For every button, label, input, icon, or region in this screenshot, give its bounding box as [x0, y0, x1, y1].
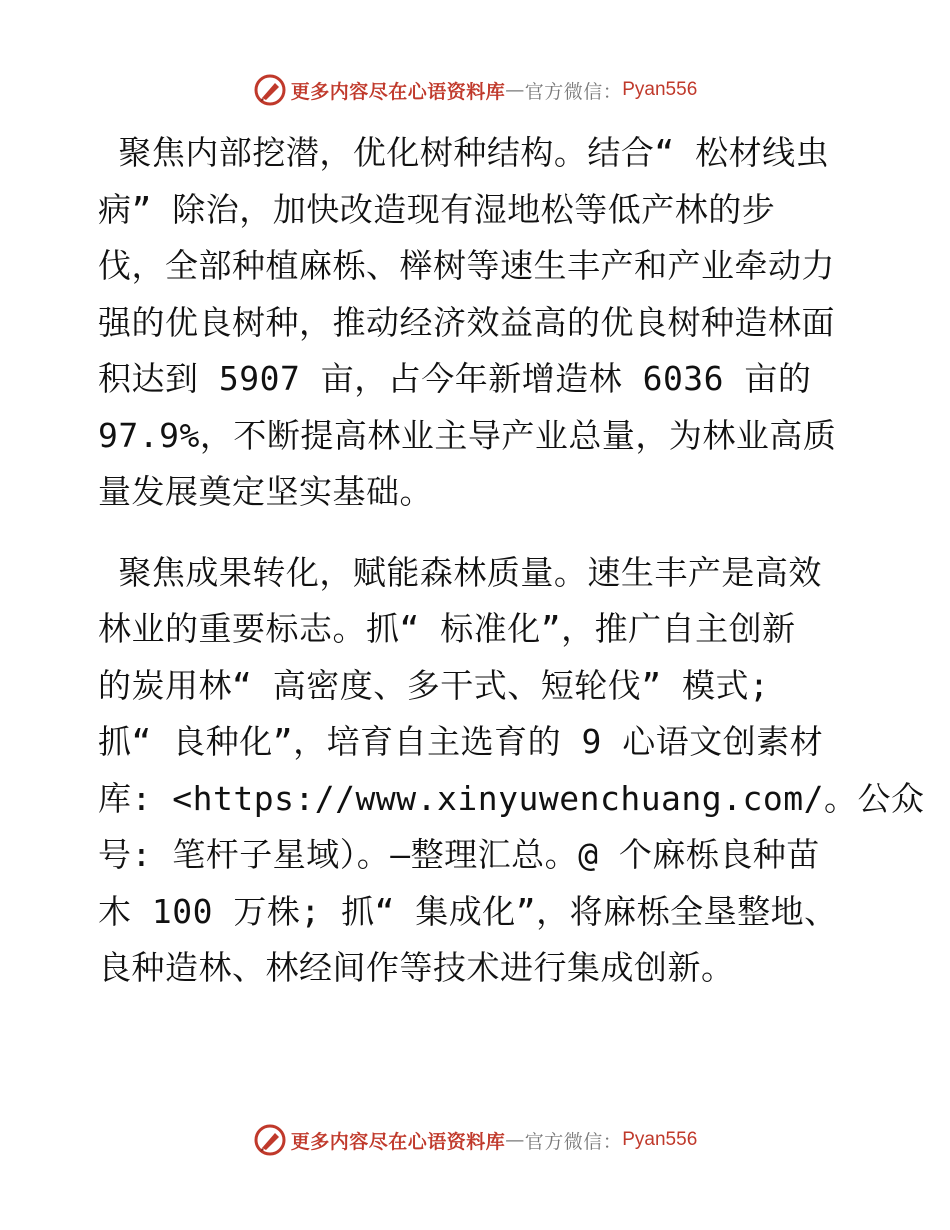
footer-separator: — — [505, 1129, 525, 1151]
header-brand-text: 更多内容尽在心语资料库 — [290, 80, 506, 103]
document-body — [98, 125, 925, 997]
footer-brand-text: 更多内容尽在心语资料库 — [290, 1130, 506, 1153]
pen-nib-logo-icon — [253, 1123, 287, 1157]
text-line: 号: 笔杆子星域）。—整理汇总。@ 个麻栎良种苗 — [98, 835, 820, 874]
header-separator: — — [505, 79, 525, 101]
pen-nib-logo-icon — [253, 73, 287, 107]
header-wechat-id: Pyan556 — [622, 79, 698, 100]
text-line: 强的优良树种，推动经济效益高的优良树种造林面 — [98, 302, 835, 342]
text-line: 伐，全部种植麻栎、榉树等速生丰产和产业牵动力 — [98, 246, 835, 285]
text-line: 量发展奠定坚实基础。 — [98, 472, 433, 511]
text-line: 病” 除治，加快改造现有湿地松等低产林的步 — [98, 189, 776, 229]
text-line: 积达到 5907 亩，占今年新增造林 6036 亩的 — [98, 359, 812, 398]
paragraph-1 — [98, 125, 858, 521]
footer-banner — [0, 1120, 950, 1160]
text-line: 木 100 万株; 抓“ 集成化”，将麻栎全垦整地、 — [98, 891, 838, 931]
paragraph-2 — [98, 545, 925, 997]
text-line: 林业的重要标志。抓“ 标准化”，推广自主创新 — [98, 609, 796, 648]
header-wechat-label: 官方微信： — [524, 80, 623, 103]
text-line: 库: <https://www.xinyuwenchuang.com/。公众 — [98, 778, 925, 818]
text-line: 聚焦内部挖潜，优化树种结构。结合“ 松材线虫 — [98, 133, 830, 172]
header-banner — [0, 70, 950, 110]
footer-wechat-label: 官方微信： — [524, 1130, 623, 1153]
text-line: 聚焦成果转化，赋能森林质量。速生丰产是高效 — [98, 552, 822, 592]
text-line: 抓“ 良种化”，培育自主选育的 9 心语文创素材 — [98, 722, 824, 761]
footer-wechat-id: Pyan556 — [622, 1129, 698, 1150]
text-line: 97.9%，不断提高林业主导产业总量，为林业高质 — [98, 415, 837, 455]
text-line: 的炭用林“ 高密度、多干式、短轮伐” 模式; — [98, 665, 770, 705]
text-line: 良种造林、林经间作等技术进行集成创新。 — [98, 948, 735, 987]
